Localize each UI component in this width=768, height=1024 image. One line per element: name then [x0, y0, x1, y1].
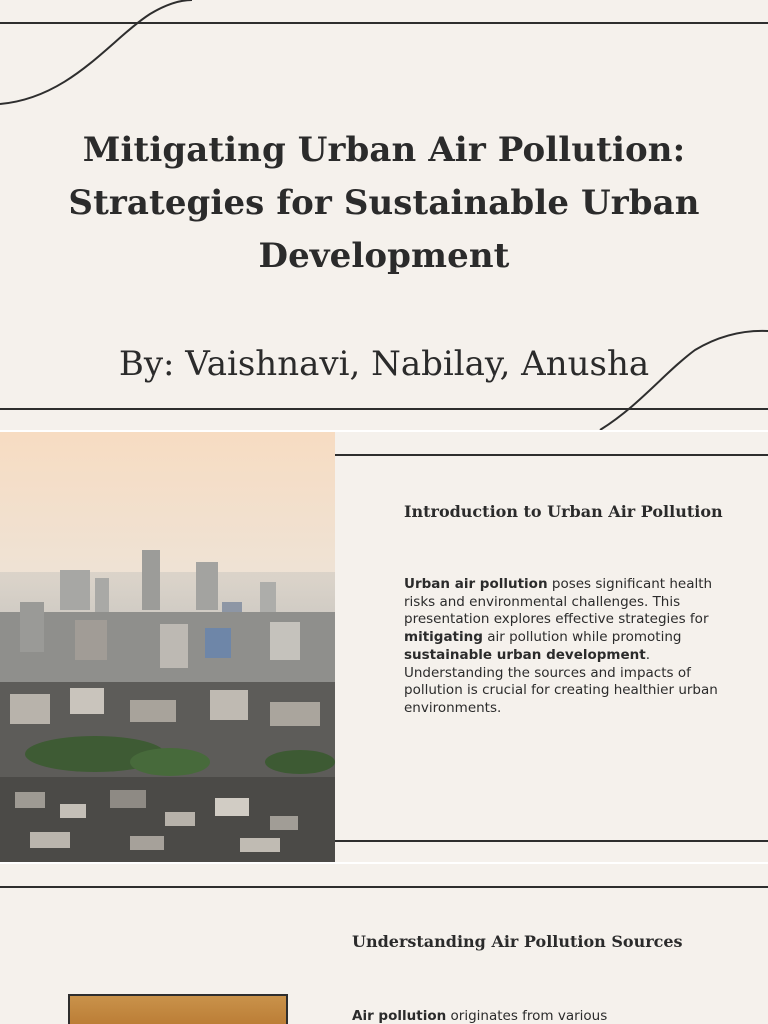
title-line-3: Development [258, 236, 510, 276]
top-rule [0, 886, 768, 888]
top-rule [0, 22, 768, 24]
bottom-rule [0, 408, 768, 410]
presentation-title [40, 124, 728, 283]
sources-photo [68, 994, 288, 1024]
introduction-heading: Introduction to Urban Air Pollution [404, 502, 723, 521]
title-line-2: Strategies for Sustainable Urban [68, 183, 700, 223]
sources-heading: Understanding Air Pollution Sources [352, 932, 683, 951]
sources-slide [0, 864, 768, 1024]
city-skyline-photo [0, 432, 335, 862]
title-slide [0, 0, 768, 430]
authors-line: By: Vaishnavi, Nabilay, Anusha [118, 344, 650, 384]
title-line-1: Mitigating Urban Air Pollution: [82, 130, 686, 170]
introduction-slide [0, 432, 768, 862]
introduction-paragraph: Urban air pollution poses significant health risks and environmental challenges. This presentation explores effective strategies for mitigating air pollution while promoting sustainable urban development. Understanding the sources and impacts of pollution is crucial for creating healthier urban environments. [404, 576, 718, 716]
sources-paragraph: Air pollution originates from various [352, 1008, 608, 1024]
